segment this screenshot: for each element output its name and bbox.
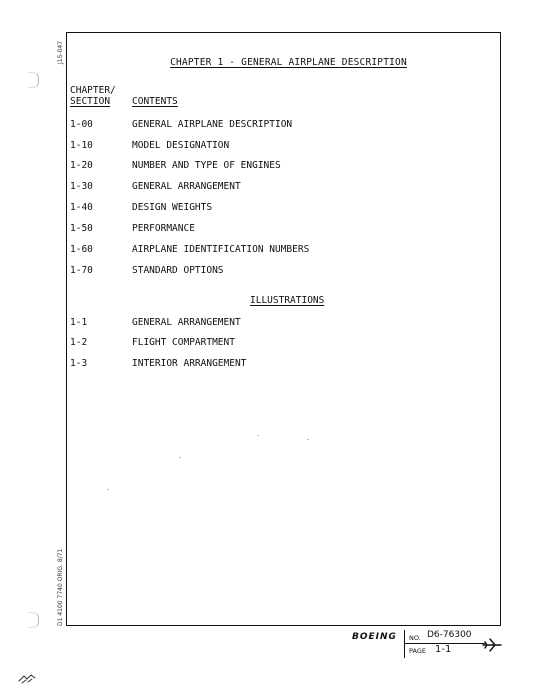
illustration-row	[67, 317, 497, 331]
contents-row	[67, 181, 497, 195]
document-footer	[352, 630, 502, 658]
airplane-icon	[482, 637, 502, 653]
figure-number: 1-2	[70, 337, 88, 348]
contents-row	[67, 223, 497, 237]
side-code-bottom: D1 4100 7740 ORIG. 8/71	[57, 548, 64, 626]
figure-title: GENERAL ARRANGEMENT	[132, 317, 241, 328]
section-number: 1-10	[70, 140, 93, 151]
figure-number: 1-3	[70, 358, 88, 369]
illustration-row	[67, 337, 497, 351]
section-number: 1-20	[70, 160, 93, 171]
section-number: 1-50	[70, 223, 93, 234]
doc-number-value: D6-76300	[427, 630, 472, 640]
header-chapter-section: CHAPTER/ SECTION	[70, 85, 116, 107]
figure-number: 1-1	[70, 317, 88, 328]
contents-row	[67, 202, 497, 216]
section-number: 1-70	[70, 265, 93, 276]
contents-row	[67, 140, 497, 154]
section-title: STANDARD OPTIONS	[132, 265, 224, 276]
doc-number-box	[404, 630, 485, 658]
boeing-logo: BOEING	[352, 632, 397, 642]
contents-row	[67, 160, 497, 174]
page-frame	[66, 32, 501, 626]
figure-title: FLIGHT COMPARTMENT	[132, 337, 235, 348]
section-title: GENERAL ARRANGEMENT	[132, 181, 241, 192]
doc-number-label: NO.	[409, 634, 421, 642]
section-number: 1-00	[70, 119, 93, 130]
section-title: NUMBER AND TYPE OF ENGINES	[132, 160, 281, 171]
header-contents: CONTENTS	[132, 96, 178, 107]
section-title: DESIGN WEIGHTS	[132, 202, 213, 213]
figure-title: INTERIOR ARRANGEMENT	[132, 358, 247, 369]
section-title: AIRPLANE IDENTIFICATION NUMBERS	[132, 244, 310, 255]
stamp-icon	[18, 672, 36, 684]
section-number: 1-60	[70, 244, 93, 255]
contents-row	[67, 119, 497, 133]
section-title: GENERAL AIRPLANE DESCRIPTION	[132, 119, 293, 130]
side-code-top: J15-047	[57, 40, 64, 64]
page-number: 1-1	[435, 644, 452, 655]
page-label: PAGE	[409, 647, 426, 655]
binder-hole-mark	[28, 612, 39, 628]
section-number: 1-40	[70, 202, 93, 213]
chapter-title: CHAPTER 1 - GENERAL AIRPLANE DESCRIPTION	[170, 57, 407, 68]
section-number: 1-30	[70, 181, 93, 192]
illustrations-heading: ILLUSTRATIONS	[250, 295, 325, 306]
binder-hole-mark	[28, 72, 39, 88]
contents-row	[67, 244, 497, 258]
illustration-row	[67, 358, 497, 372]
section-title: PERFORMANCE	[132, 223, 195, 234]
contents-row	[67, 265, 497, 279]
section-title: MODEL DESIGNATION	[132, 140, 230, 151]
